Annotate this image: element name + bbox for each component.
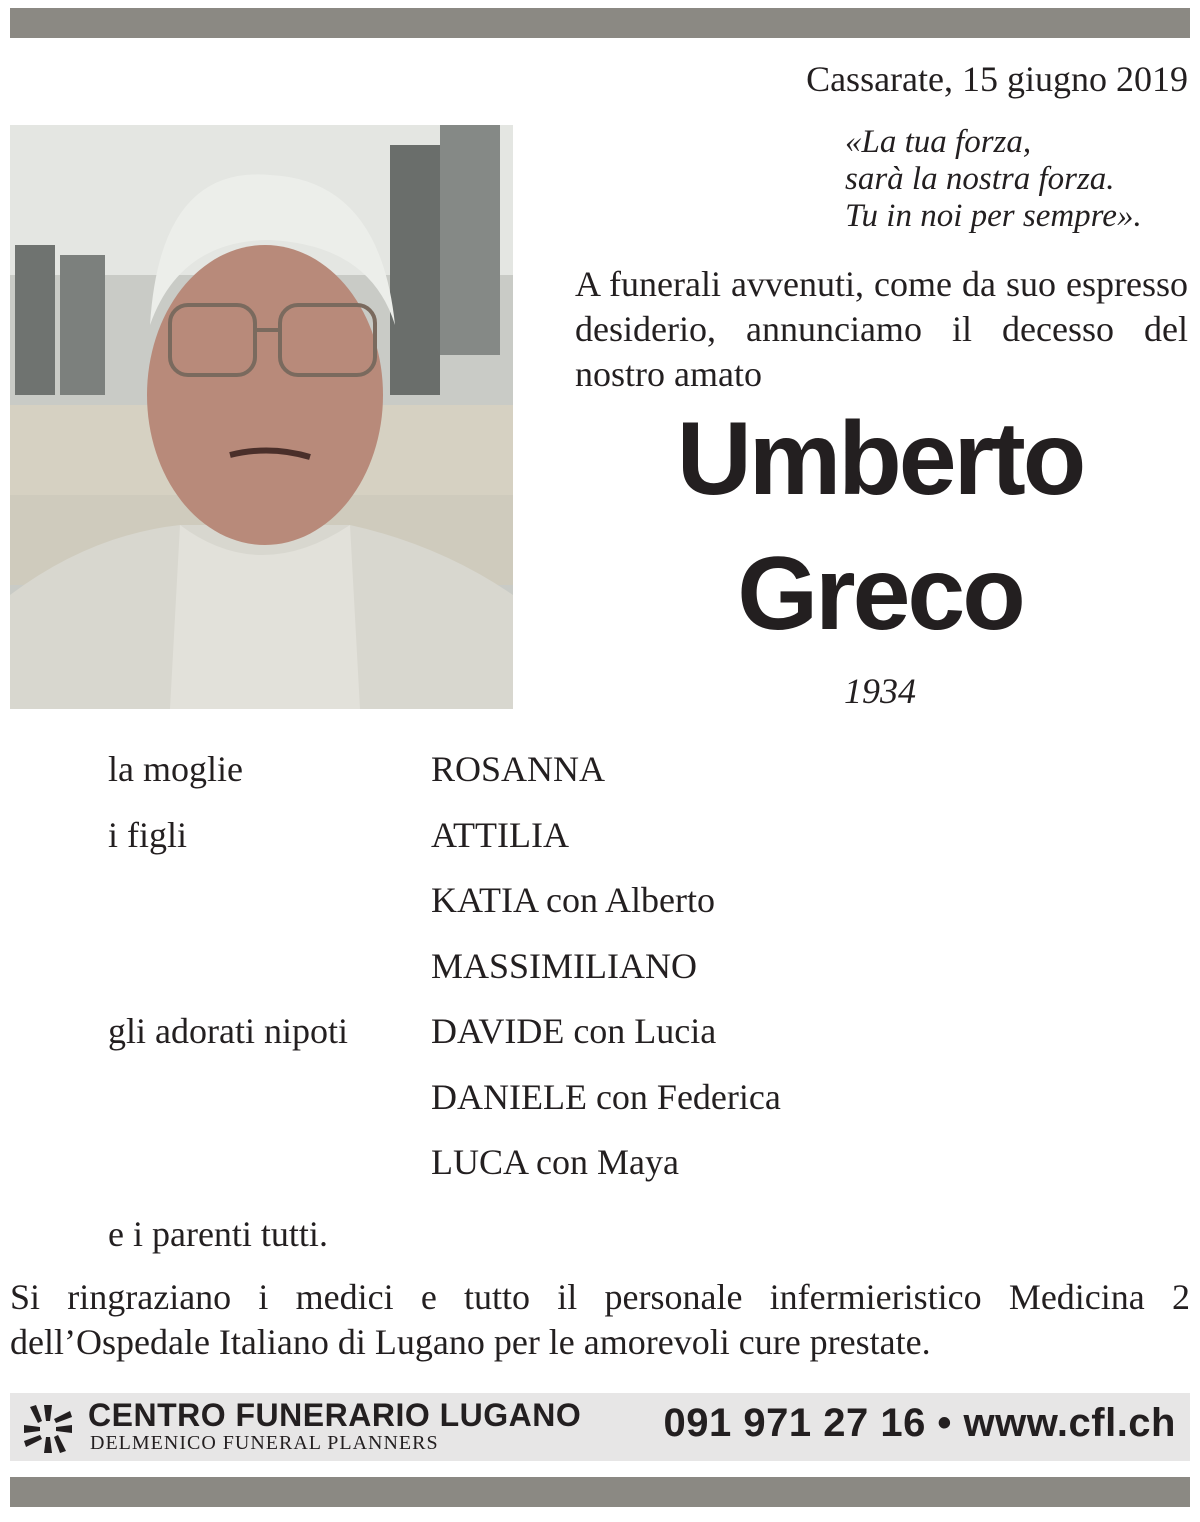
contact-info: 091 971 27 16 • www.cfl.ch — [663, 1401, 1176, 1445]
birth-year: 1934 — [844, 671, 916, 711]
quote — [845, 124, 1190, 235]
family-row — [108, 814, 908, 880]
deceased-first-name: Umberto — [676, 401, 1084, 517]
cross-logo-icon — [20, 1401, 76, 1457]
family-row — [108, 879, 908, 945]
quote-line: «La tua forza, — [845, 124, 1032, 160]
family-row — [108, 1010, 908, 1076]
family-relation: i figli — [108, 814, 187, 855]
family-names: KATIA con Alberto — [431, 880, 715, 920]
family-relation: gli adorati nipoti — [108, 1011, 348, 1051]
top-decorative-bar — [10, 8, 1190, 38]
closing-line: e i parenti tutti. — [108, 1214, 328, 1254]
bottom-decorative-bar — [10, 1477, 1190, 1507]
family-names: ATTILIA — [431, 814, 569, 855]
family-names: DAVIDE con Lucia — [431, 1011, 717, 1051]
family-list — [108, 748, 908, 1207]
announcement-text: A funerali avvenuti, come da suo espresso desiderio, annunciamo il decesso del nostro amato — [575, 264, 1188, 394]
family-row — [108, 748, 908, 814]
family-names: ROSANNA — [431, 749, 606, 789]
family-row — [108, 945, 908, 1011]
footer-banner — [10, 1393, 1190, 1461]
family-names: DANIELE con Federica — [431, 1076, 781, 1117]
family-row — [108, 1076, 908, 1142]
family-relation: la moglie — [108, 749, 243, 789]
company-subtitle: DELMENICO FUNERAL PLANNERS — [90, 1432, 439, 1454]
family-names: LUCA con Maya — [431, 1142, 679, 1182]
date-line: Cassarate, 15 giugno 2019 — [806, 59, 1188, 99]
family-row — [108, 1141, 908, 1207]
family-names: MASSIMILIANO — [431, 945, 698, 986]
deceased-last-name: Greco — [737, 536, 1023, 652]
quote-line: Tu in noi per sempre». — [845, 198, 1142, 234]
thanks-paragraph: Si ringraziano i medici e tutto il personale infermieristico Medicina 2 dell’Ospedale Italiano di Lugano per le amorevoli cure prestate. — [10, 1277, 1190, 1362]
company-name: CENTRO FUNERARIO LUGANO — [88, 1397, 582, 1433]
portrait-photo — [10, 125, 513, 709]
quote-line: sarà la nostra forza. — [845, 161, 1115, 197]
